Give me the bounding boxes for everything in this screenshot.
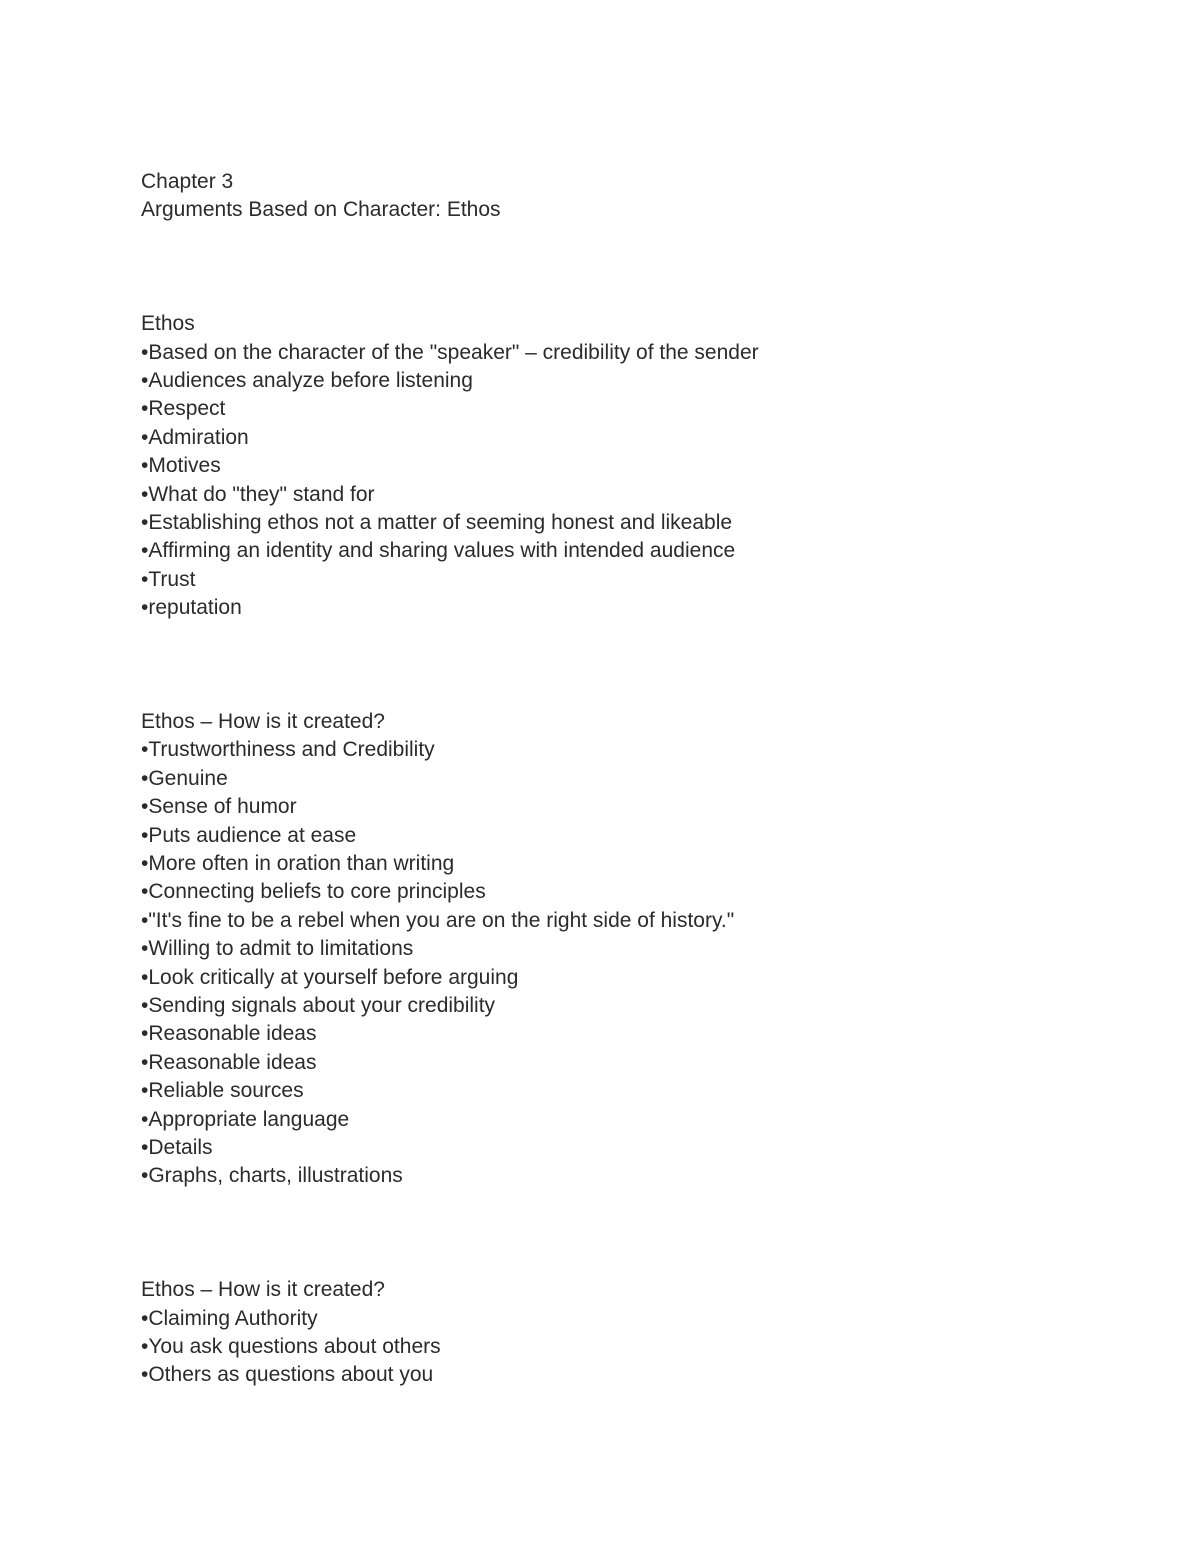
- list-item: •Trustworthiness and Credibility: [141, 738, 435, 762]
- section-how-created-2: [141, 1276, 1041, 1390]
- list-item: •Claiming Authority: [141, 1306, 318, 1330]
- list-item: •Genuine: [141, 766, 228, 790]
- list-item: •Willing to admit to limitations: [141, 937, 414, 961]
- list-item: •Admiration: [141, 425, 249, 449]
- list-item: •Sending signals about your credibility: [141, 993, 496, 1017]
- bullet-list: [141, 339, 1041, 623]
- list-item: •Appropriate language: [141, 1107, 350, 1131]
- section-heading: Ethos – How is it created?: [141, 710, 385, 734]
- list-item: •reputation: [141, 596, 242, 620]
- section-heading: Ethos: [141, 312, 195, 336]
- spacer: [141, 225, 1041, 311]
- list-item: •Respect: [141, 397, 226, 421]
- list-item: •Trust: [141, 567, 196, 591]
- list-item: •Reasonable ideas: [141, 1022, 317, 1046]
- spacer: [141, 623, 1041, 709]
- chapter-title: Arguments Based on Character: Ethos: [141, 198, 501, 222]
- list-item: •Connecting beliefs to core principles: [141, 880, 486, 904]
- list-item: •Reliable sources: [141, 1079, 304, 1103]
- section-heading: Ethos – How is it created?: [141, 1278, 385, 1302]
- document-body: [141, 168, 1041, 1390]
- list-item: •Look critically at yourself before arguing: [141, 965, 519, 989]
- bullet-list: [141, 1305, 1041, 1390]
- spacer: [141, 1191, 1041, 1277]
- list-item: •Others as questions about you: [141, 1363, 434, 1387]
- bullet-list: [141, 736, 1041, 1190]
- list-item: •Based on the character of the "speaker" – credibility of the sender: [141, 340, 759, 364]
- list-item: •More often in oration than writing: [141, 852, 455, 876]
- list-item: •You ask questions about others: [141, 1335, 441, 1358]
- list-item: •Graphs, charts, illustrations: [141, 1164, 403, 1188]
- list-item: •"It's fine to be a rebel when you are on the right side of history.": [141, 908, 735, 932]
- list-item: •Establishing ethos not a matter of seeming honest and likeable: [141, 511, 733, 535]
- list-item: •Puts audience at ease: [141, 823, 357, 847]
- section-ethos: [141, 310, 1041, 622]
- list-item: •Details: [141, 1135, 213, 1159]
- list-item: •Affirming an identity and sharing values with intended audience: [141, 539, 736, 563]
- section-how-created-1: [141, 708, 1041, 1191]
- list-item: •Sense of humor: [141, 795, 297, 819]
- list-item: •Motives: [141, 454, 221, 478]
- chapter-number: Chapter 3: [141, 170, 234, 193]
- list-item: •Audiences analyze before listening: [141, 369, 473, 393]
- list-item: •What do "they" stand for: [141, 482, 375, 506]
- list-item: •Reasonable ideas: [141, 1050, 317, 1074]
